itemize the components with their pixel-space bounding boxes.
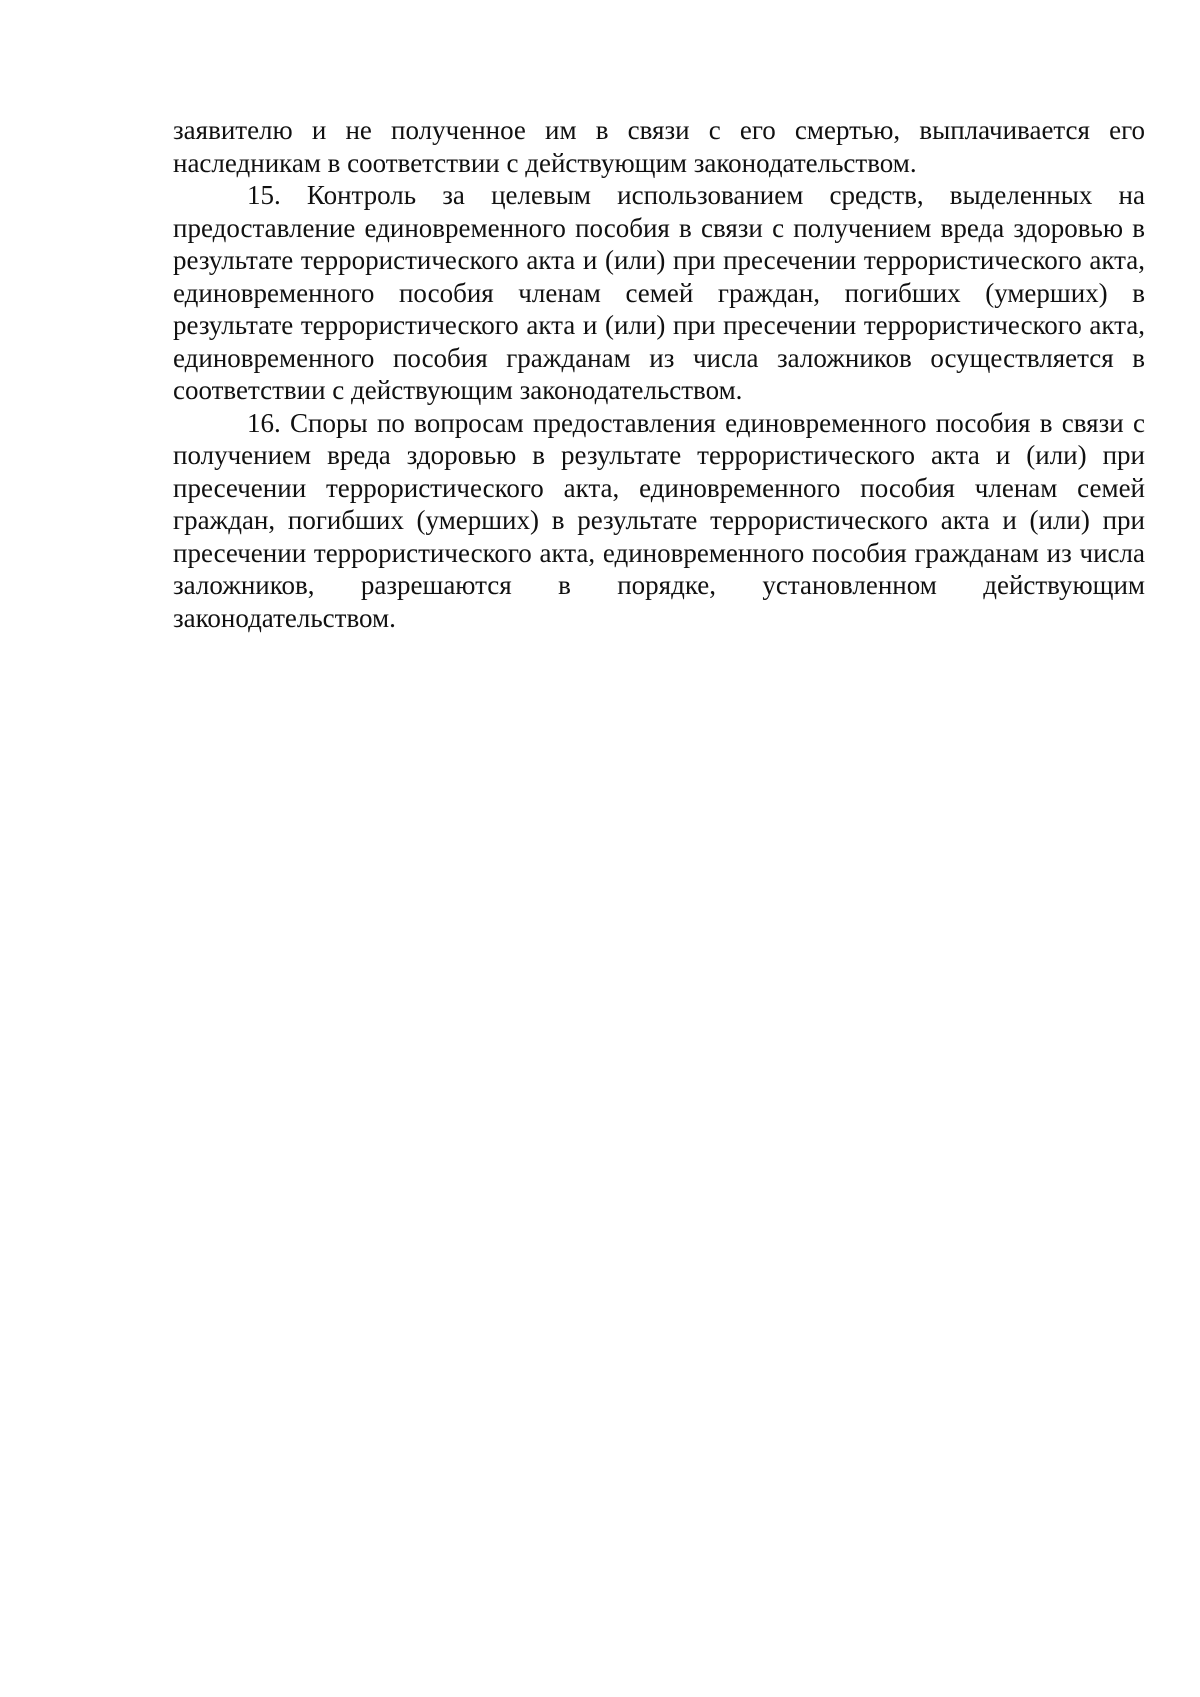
document-body	[173, 114, 1145, 634]
paragraph-clause-16: 16. Споры по вопросам предоставления единовременного пособия в связи с получением вреда здоровью в результате террористического акта и (или) при пресечении террористического акта, единовременного пособия членам семей граждан, погибших (умерших) в результате террористического акта и (или) при пресечении террористического акта, единовременного пособия гражданам из числа заложников, разрешаются в порядке, установленном действующим законодательством.	[173, 407, 1145, 633]
paragraph-continuation: заявителю и не полученное им в связи с его смертью, выплачивается его наследникам в соответствии с действующим законодательством.	[173, 115, 1145, 178]
paragraph-clause-15: 15. Контроль за целевым использованием средств, выделенных на предоставление единовременного пособия в связи с получением вреда здоровью в результате террористического акта и (или) при пресечении террористического акта, единовременного пособия членам семей граждан, погибших (умерших) в результате террористического акта и (или) при пресечении террористического акта, единовременного пособия гражданам из числа заложников осуществляется в соответствии с действующим законодательством.	[173, 180, 1145, 405]
